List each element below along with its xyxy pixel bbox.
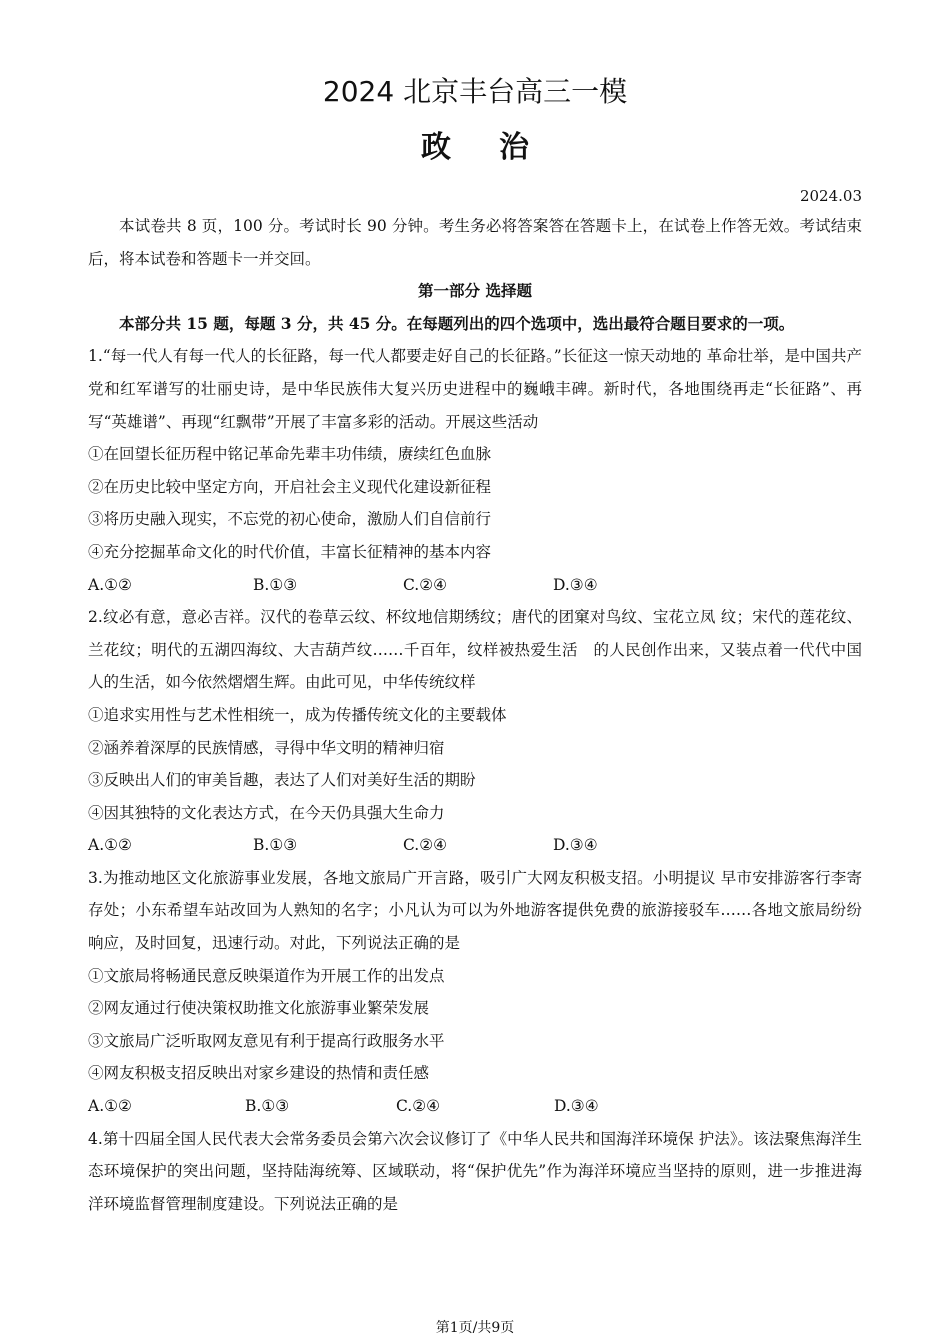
- choice-c: C.②④: [403, 575, 448, 594]
- choice-a: A.①②: [88, 836, 132, 855]
- part-note: 本部分共 15 题，每题 3 分，共 45 分。在每题列出的四个选项中，选出最符合题目要求的一项。: [119, 313, 795, 333]
- answer-choices: [88, 569, 862, 602]
- question-stem: 3.为推动地区文化旅游事业发展，各地文旅局广开言路，吸引广大网友积极支招。小明提议 早市安排游客行李寄存处；小东希望车站改回为人熟知的名字；小凡认为可以为外地游客提供免费的旅游接驳车……各地文旅局纷纷响应，及时回复，迅速行动。对此，下列说法正确的是: [88, 868, 862, 953]
- statement-2: ②涵养着深厚的民族情感，寻得中华文明的精神归宿: [88, 738, 445, 757]
- statement-3: ③文旅局广泛听取网友意见有利于提高行政服务水平: [88, 1031, 445, 1050]
- statement-1: ①文旅局将畅通民意反映渠道作为开展工作的出发点: [88, 966, 445, 985]
- question-4: [88, 1123, 862, 1221]
- choice-d: D.③④: [554, 1097, 599, 1116]
- choice-b: B.①③: [253, 575, 298, 594]
- instructions: 本试卷共 8 页，100 分。考试时长 90 分钟。考生务必将答案答在答题卡上，在试卷上作答无效。考试结束后，将本试卷和答题卡一并交回。: [88, 217, 862, 268]
- statement-4: ④网友积极支招反映出对家乡建设的热情和责任感: [88, 1064, 430, 1083]
- statement-3: ③反映出人们的审美旨趣，表达了人们对美好生活的期盼: [88, 771, 476, 790]
- choice-c: C.②④: [403, 836, 448, 855]
- exam-title: 2024 北京丰台高三一模: [322, 75, 628, 108]
- subject-title: 政治: [421, 130, 577, 165]
- statement-2: ②网友通过行使决策权助推文化旅游事业繁荣发展: [88, 999, 430, 1018]
- question-2: [88, 601, 862, 862]
- choice-a: A.①②: [88, 575, 132, 594]
- part-heading: 第一部分 选择题: [418, 281, 532, 301]
- question-stem: 1.“每一代人有每一代人的长征路，每一代人都要走好自己的长征路。”长征这一惊天动地的 革命壮举，是中国共产党和红军谱写的壮丽史诗，是中华民族伟大复兴历史进程中的巍峨丰碑。新时代，各地围绕再走“长征路”、再写“英雄谱”、再现“红飘带”开展了丰富多彩的活动。开展这些活动: [88, 347, 862, 431]
- statement-4: ④因其独特的文化表达方式，在今天仍具强大生命力: [88, 803, 445, 822]
- question-stem: 4.第十四届全国人民代表大会常务委员会第六次会议修订了《中华人民共和国海洋环境保 护法》。该法聚焦海洋生态环境保护的突出问题，坚持陆海统筹、区域联动，将“保护优先”作为海洋环境应当坚持的原则，进一步推进海洋环境监督管理制度建设。下列说法正确的是: [88, 1129, 862, 1213]
- question-3: [88, 862, 862, 1123]
- choice-b: B.①③: [253, 836, 298, 855]
- statement-2: ②在历史比较中坚定方向，开启社会主义现代化建设新征程: [88, 477, 492, 496]
- statement-4: ④充分挖掘革命文化的时代价值，丰富长征精神的基本内容: [88, 542, 492, 561]
- question-1: [88, 340, 862, 601]
- exam-date: 2024.03: [799, 187, 862, 205]
- answer-choices: [88, 1090, 862, 1123]
- choice-a: A.①②: [88, 1097, 132, 1116]
- statement-1: ①在回望长征历程中铭记革命先辈丰功伟绩，赓续红色血脉: [88, 445, 492, 464]
- statement-1: ①追求实用性与艺术性相统一，成为传播传统文化的主要载体: [88, 705, 507, 724]
- page-footer: 第1页/共9页: [435, 1320, 515, 1336]
- choice-c: C.②④: [396, 1097, 441, 1116]
- answer-choices: [88, 829, 862, 862]
- question-stem: 2.纹必有意，意必吉祥。汉代的卷草云纹、杯纹地信期绣纹；唐代的团窠对鸟纹、宝花立凤 纹；宋代的莲花纹、兰花纹；明代的五湖四海纹、大吉葫芦纹……千百年，纹样被热爱生活 的人民创作出来，又装点着一代代中国人的生活，如今依然熠熠生辉。由此可见，中华传统纹样: [88, 608, 862, 692]
- choice-b: B.①③: [245, 1097, 290, 1116]
- statement-3: ③将历史融入现实，不忘党的初心使命，激励人们自信前行: [88, 510, 492, 529]
- choice-d: D.③④: [553, 836, 598, 855]
- choice-d: D.③④: [553, 575, 598, 594]
- exam-body: [88, 210, 862, 1220]
